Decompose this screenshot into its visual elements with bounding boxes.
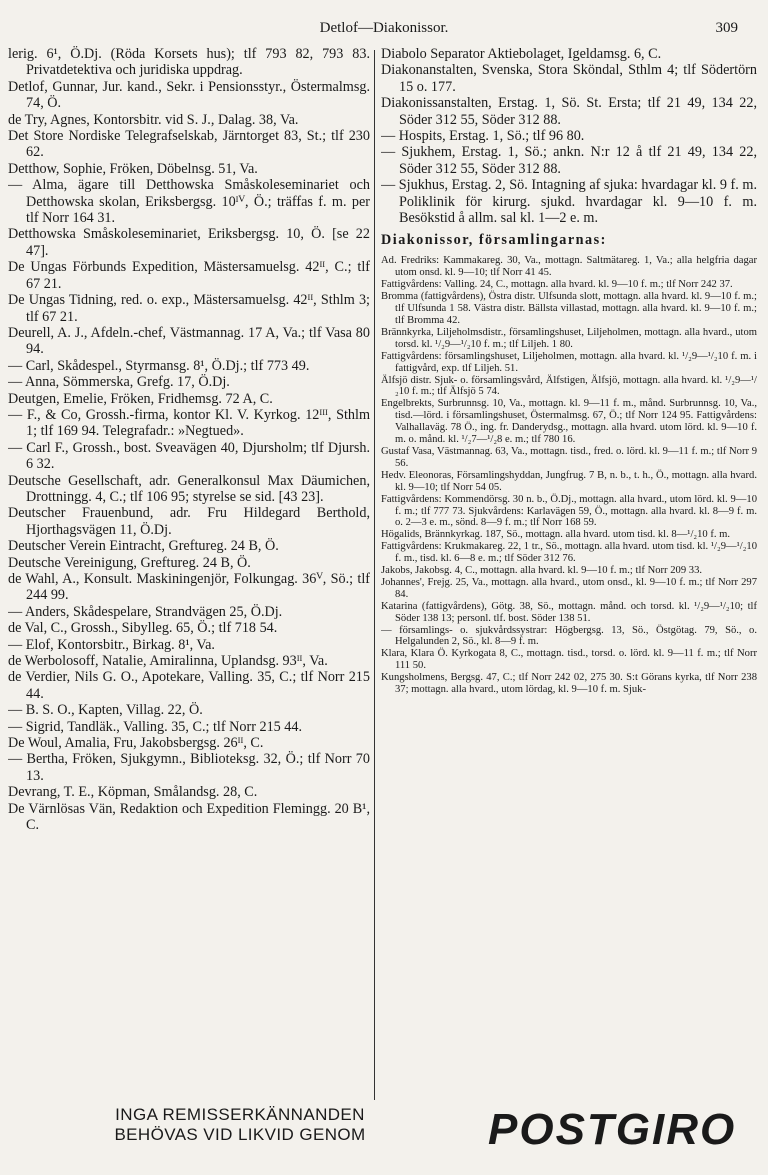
directory-entry: Gustaf Vasa, Västmannag. 63, Va., mottagn. tisd., fred. o. lörd. kl. 9—11 f. m.; tlf Norr 9 56. — [381, 445, 757, 469]
directory-entry: — B. S. O., Kapten, Villag. 22, Ö. — [8, 702, 203, 719]
directory-entry: Engelbrekts, Surbrunnsg. 10, Va., mottagn. kl. 9—11 f. m., månd. Surbrunnsg. 10, Va., tisd.—lörd. i församlingshuset, Östermalmsg. 67, Ö.; tlf Norr 124 95. Fattigvårdens: Valhallaväg. 78 Ö., ing. fr. Danderydsg., mottagn. alla hvard. utom lörd. kl. 9—10 f. m. o. månd. kl. ¹/₂7—¹/₂8 e. m.; tlf 780 16. — [381, 398, 757, 446]
directory-entry: De Ungas Tidning, red. o. exp., Mästersamuelsg. 42ᴵᴵ, Sthlm 3; tlf 67 21. — [8, 292, 370, 325]
directory-entry: — Carl, Skådespel., Styrmansg. 8¹, Ö.Dj.; tlf 773 49. — [8, 357, 310, 374]
directory-entry: Detlof, Gunnar, Jur. kand., Sekr. i Pensionsstyr., Östermalmsg. 74, Ö. — [8, 78, 370, 112]
directory-entry: Deutsche Vereinigung, Greftureg. 24 B, Ö. — [8, 554, 251, 571]
left-column — [8, 46, 370, 1101]
directory-entry: de Wahl, A., Konsult. Maskiningenjör, Folkungag. 36ⱽ, Sö.; tlf 244 99. — [8, 571, 370, 604]
ad-text — [30, 1105, 450, 1145]
directory-entry: de Try, Agnes, Kontorsbitr. vid S. J., Dalag. 38, Va. — [8, 111, 299, 128]
directory-entry: — Sjukhem, Erstag. 1, Sö.; ankn. N:r 12 å tlf 21 49, 134 22, Söder 312 55, Söder 312 88. — [381, 144, 757, 177]
directory-entry: — F., & Co, Grossh.-firma, kontor Kl. V. Kyrkog. 12ᴵᴵᴵ, Sthlm 1; tlf 169 94. Telegrafadr.: »Negtued». — [8, 406, 370, 440]
page-number: 309 — [715, 20, 738, 36]
directory-entry: lerig. 6¹, Ö.Dj. (Röda Korsets hus); tlf 793 82, 793 83. Privatdetektiva och juridiska uppdrag. — [8, 46, 370, 79]
directory-entry: Ad. Fredriks: Kammakareg. 30, Va., mottagn. Saltmätareg. 1, Va.; alla helgfria dagar utom onsd. kl. 9—10; tlf Norr 41 45. — [381, 255, 757, 279]
page-header — [0, 18, 768, 42]
directory-entry: Diakonanstalten, Svenska, Stora Sköndal, Sthlm 4; tlf Södertörn 15 o. 177. — [381, 62, 757, 95]
directory-entry: Fattigvårdens: Valling. 24, C., mottagn. alla hvard. kl. 9—10 f. m.; tlf Norr 242 37. — [381, 279, 733, 291]
ad-line-1: INGA REMISSERKÄNNANDEN — [115, 1105, 365, 1124]
right-column — [381, 46, 757, 1101]
directory-entry: Fattigvårdens: Kommendörsg. 30 n. b., Ö.Dj., mottagn. alla hvard., utom lörd. kl. 9—10 f. m.; tlf 777 73. Sjukvårdens: Karlavägen 59, Ö., mottagn. alla hvard. kl. 8—9 f. m. o. 2—3 e. m., sönd. 8—9 f. m.; tlf Norr 168 59. — [381, 493, 757, 529]
directory-entry: — Sigrid, Tandläk., Valling. 35, C.; tlf Norr 215 44. — [8, 718, 303, 735]
section-heading-text: Diakonissor, församlingarnas: — [381, 232, 607, 249]
directory-entry: de Val, C., Grossh., Sibylleg. 65, Ö.; tlf 718 54. — [8, 620, 278, 637]
small-entries — [381, 255, 757, 696]
directory-entry: — Alma, ägare till Detthowska Småskoleseminariet och Detthowska skolan, Eriksbergsg. 10ᴵⱽ, Ö.; träffas f. m. per tlf Norr 164 31. — [8, 177, 370, 227]
directory-entry: Diabolo Separator Aktiebolaget, Igeldamsg. 6, C. — [381, 46, 662, 62]
section-heading — [381, 232, 757, 249]
directory-entry: Johannes', Frejg. 25, Va., mottagn. alla hvard., utom onsd., kl. 9—10 f. m.; tlf Norr 297 84. — [381, 576, 757, 600]
directory-entry: — Bertha, Fröken, Sjukgymn., Biblioteksg. 32, Ö.; tlf Norr 70 13. — [8, 751, 370, 784]
directory-entry: de Verdier, Nils G. O., Apotekare, Valling. 35, C.; tlf Norr 215 44. — [8, 669, 370, 702]
directory-entry: — Anna, Sömmerska, Grefg. 17, Ö.Dj. — [8, 374, 230, 391]
directory-entry: Devrang, T. E., Köpman, Smålandsg. 28, C. — [8, 784, 258, 801]
directory-entry: Detthow, Sophie, Fröken, Döbelnsg. 51, Va. — [8, 160, 258, 177]
directory-entry: De Woul, Amalia, Fru, Jakobsbergsg. 26ᴵᴵ, C. — [8, 735, 264, 752]
directory-entry: Jakobs, Jakobsg. 4, C., mottagn. alla hvard. kl. 9—10 f. m.; tlf Norr 209 33. — [381, 565, 703, 577]
directory-entry: Brännkyrka, Liljeholmsdistr., församlingshuset, Liljeholmen, mottagn. alla hvard., utom torsd. kl. ¹/₂9—¹/₂10 f. m.; tlf Liljeh. 1 80. — [381, 326, 757, 350]
directory-entry: — Anders, Skådespelare, Strandvägen 25, Ö.Dj. — [8, 603, 283, 620]
ad-line-2: BEHÖVAS VID LIKVID GENOM — [114, 1125, 366, 1144]
directory-entry: Katarina (fattigvårdens), Götg. 38, Sö., mottagn. månd. och torsd. kl. ¹/₂9—¹/₂10; tlf Söder 138 13; personl. tlf. bost. Söder 138 51. — [381, 600, 757, 624]
directory-entry: Deutsche Gesellschaft, adr. Generalkonsul Max Däumichen, Drottningg. 4, C.; tlf 106 95; styrelse se sid. [43 23]. — [8, 472, 370, 505]
directory-entry: Deutscher Verein Eintracht, Greftureg. 24 B, Ö. — [8, 538, 279, 555]
directory-entry: — Hospits, Erstag. 1, Sö.; tlf 96 80. — [381, 128, 585, 145]
directory-entry: Fattigvårdens: församlingshuset, Liljeholmen, mottagn. alla hvard. kl. ¹/₂9—¹/₂10 f. m. i fattigvård, exp. tlf Liljeh. 51. — [381, 350, 757, 374]
footer-advertisement — [30, 1103, 740, 1161]
running-title: Detlof—Diakonissor. — [319, 20, 449, 36]
column-divider — [374, 50, 375, 1100]
directory-entry: — Carl F., Grossh., bost. Sveavägen 40, Djursholm; tlf Djursh. 6 32. — [8, 439, 370, 473]
directory-entry: — Elof, Kontorsbitr., Birkag. 8¹, Va. — [8, 636, 215, 653]
directory-entry: Hedv. Eleonoras, Församlingshyddan, Jungfrug. 7 B, n. b., t. h., Ö., mottagn. alla hvard. kl. 9—10; tlf Norr 54 05. — [381, 469, 757, 493]
directory-entry: Klara, Klara Ö. Kyrkogata 8, C., mottagn. tisd., torsd. o. lörd. kl. 9—11 f. m.; tlf Norr 111 50. — [381, 648, 757, 672]
directory-entry: Diakonissanstalten, Erstag. 1, Sö. St. Ersta; tlf 21 49, 134 22, Söder 312 55, Söder 312 88. — [381, 95, 757, 128]
directory-entry: Deutscher Frauenbund, adr. Fru Hildegard Berthold, Hjorthagsvägen 11, Ö.Dj. — [8, 505, 370, 538]
directory-entry: De Värnlösas Vän, Redaktion och Expedition Flemingg. 20 B¹, C. — [8, 800, 370, 834]
directory-entry: — Sjukhus, Erstag. 2, Sö. Intagning af sjuka: hvardagar kl. 9 f. m. Poliklinik för kirurg. sjukd. hvardagar kl. 9—10 f. m. Besökstid å allm. sal kl. 1—2 e. m. — [381, 177, 757, 227]
directory-entry: Bromma (fattigvårdens), Östra distr. Ulfsunda slott, mottagn. alla hvard. kl. 9—10 f. m.; tlf Ulfsunda 1 58. Västra distr. Bällsta villastad, mottagn. alla hvard. kl. 9—10 f. m.; tlf Bromma 42. — [381, 291, 757, 326]
directory-entry: Deurell, A. J., Afdeln.-chef, Västmannag. 17 A, Va.; tlf Vasa 80 94. — [8, 324, 370, 358]
directory-entry: Fattigvårdens: Krukmakareg. 22, 1 tr., Sö., mottagn. alla hvard. utom tisd. kl. ¹/₂9—¹/₂10 f. m., tisd. kl. 6—8 e. m.; tlf Söder 312 76. — [381, 541, 757, 565]
directory-entry: Det Store Nordiske Telegrafselskab, Järntorget 83, St.; tlf 230 62. — [8, 128, 370, 161]
ad-brand: POSTGIRO — [488, 1105, 737, 1154]
directory-entry: De Ungas Förbunds Expedition, Mästersamuelsg. 42ᴵᴵ, C.; tlf 67 21. — [8, 259, 370, 292]
directory-entry: Kungsholmens, Bergsg. 47, C.; tlf Norr 242 02, 275 30. S:t Görans kyrka, tlf Norr 238 37; mottagn. alla hvard., utom lördag, kl. 9—10 f. m. Sjuk- — [381, 672, 757, 696]
directory-entry: Detthowska Småskoleseminariet, Eriksbergsg. 10, Ö. [se 22 47]. — [8, 226, 370, 259]
directory-entry: Älfsjö distr. Sjuk- o. församlingsvård, Älfstigen, Älfsjö, mottagn. alla hvard. kl. ¹/₂9—¹/₂10 f. m.; tlf Älfsjö 5 74. — [381, 374, 757, 398]
directory-entry: de Werbolosoff, Natalie, Amiralinna, Uplandsg. 93ᴵᴵ, Va. — [8, 653, 328, 670]
right-entries — [381, 46, 757, 226]
directory-entry: Deutgen, Emelie, Fröken, Fridhemsg. 72 A, C. — [8, 390, 273, 407]
directory-entry: Högalids, Brännkyrkag. 187, Sö., mottagn. alla hvard. utom tisd. kl. 8—¹/₂10 f. m. — [381, 529, 731, 541]
directory-entry: — församlings- o. sjukvårdssystrar: Högbergsg. 13, Sö., Östgötag. 79, Sö., o. Helgalunden 2, Sö., kl. 8—9 f. m. — [381, 624, 757, 648]
